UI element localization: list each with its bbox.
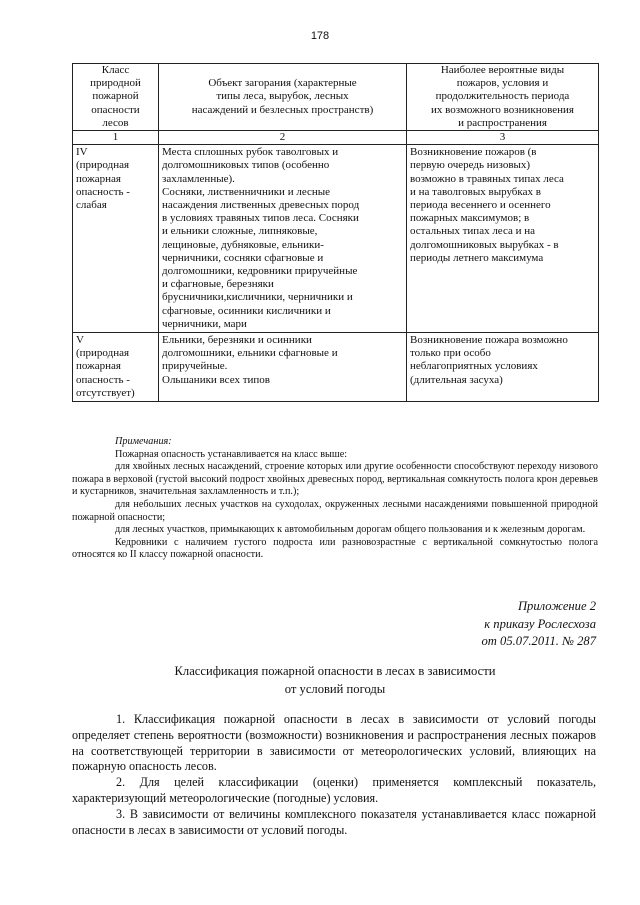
- body-paragraph: 3. В зависимости от величины комплексного показателя устанавливается класс пожарной опасности в лесах в зависимости от условий погоды.: [72, 806, 596, 837]
- title-line: Классификация пожарной опасности в лесах в зависимости: [174, 664, 496, 678]
- table-header-row: [73, 64, 599, 131]
- page-number: 178: [310, 30, 330, 42]
- column-number: 1: [73, 131, 159, 145]
- document-title: [72, 663, 598, 698]
- row-object-cell: Ельники, березняки и осинники долгомошники, ельники сфагновые и приручейные. Ольшаники всех типов: [159, 333, 407, 402]
- note-paragraph: для небольших лесных участков на суходолах, окруженных лесными насаждениями повышенной природной пожарной опасности;: [72, 498, 598, 523]
- header-fires: Наиболее вероятные виды пожаров, условия и продолжительность периода их возможного возникновения и распространения: [407, 64, 599, 131]
- notes-title: Примечания:: [115, 436, 172, 447]
- notes-section: [72, 436, 598, 562]
- header-object: Объект загорания (характерные типы леса, вырубок, лесных насаждений и безлесных пространств): [159, 64, 407, 131]
- column-number: 3: [407, 131, 599, 145]
- row-fires-cell: Возникновение пожаров (в первую очередь низовых) возможно в травяных типах леса и на таволговых вырубках в периода весеннего и осеннего пожарных максимумов; в остальных типах леса и на долгомошниковых вырубках - в периоды летнего максимума: [407, 145, 599, 333]
- row-fires-cell: Возникновение пожара возможно только при особо неблагоприятных условиях (длительная засуха): [407, 333, 599, 402]
- fire-danger-table: [72, 63, 599, 402]
- appendix-line: к приказу Рослесхоза: [484, 616, 596, 631]
- body-paragraph: 1. Классификация пожарной опасности в лесах в зависимости от условий погоды определяет степень вероятности (возможности) возникновения и распространения лесных пожаров на соответствующей территории в зависимости от метеорологических условий, влияющих на пожарную опасность лесов.: [72, 712, 596, 774]
- table-row: [73, 145, 599, 333]
- appendix-line: от 05.07.2011. № 287: [481, 634, 596, 649]
- body-paragraph: 2. Для целей классификации (оценки) применяется комплексный показатель, характеризующий метеорологические (погодные) условия.: [72, 775, 596, 805]
- note-paragraph: для лесных участков, примыкающих к автомобильным дорогам общего пользования и к железным дорогам.: [115, 524, 586, 536]
- appendix-line: Приложение 2: [517, 599, 596, 613]
- row-class-cell: V (природная пожарная опасность - отсутствует): [73, 333, 159, 402]
- note-paragraph: для хвойных лесных насаждений, строение которых или другие особенности способствуют переходу низового пожара в верховой (густой высокий подрост хвойных древесных пород, вертикальная сомкнутость полога крон деревьев и кустарников, значительная захламленность и т.п.);: [72, 461, 598, 498]
- header-class: Класс природной пожарной опасности лесов: [73, 64, 159, 131]
- body-text: [72, 712, 596, 838]
- row-object-cell: Места сплошных рубок таволговых и долгомошниковых типов (особенно захламленные). Сосняки, лиственничники и лесные насаждения лиственных древесных пород в условиях травяных типов леса. Сосняки и ельники сложные, липняковые, лещиновые, дубняковые, ельники- черничники, сосняки сфагновые и долгомошники, кедровники приручейные и сфагновые, березняки брусничники,кисличники, черничники и сфагновые, осинники кисличники и черничники, мари: [159, 145, 407, 333]
- title-line: от условий погоды: [284, 681, 386, 696]
- appendix-block: [482, 598, 597, 651]
- column-number-row: [73, 131, 599, 145]
- table-row: [73, 333, 599, 402]
- note-paragraph: Пожарная опасность устанавливается на класс выше:: [115, 448, 348, 460]
- row-class-cell: IV (природная пожарная опасность - слабая: [73, 145, 159, 333]
- column-number: 2: [159, 131, 407, 145]
- note-paragraph: Кедровники с наличием густого подроста или разновозрастные с вертикальной сомкнутостью полога относятся ко II классу пожарной опасности.: [72, 536, 598, 561]
